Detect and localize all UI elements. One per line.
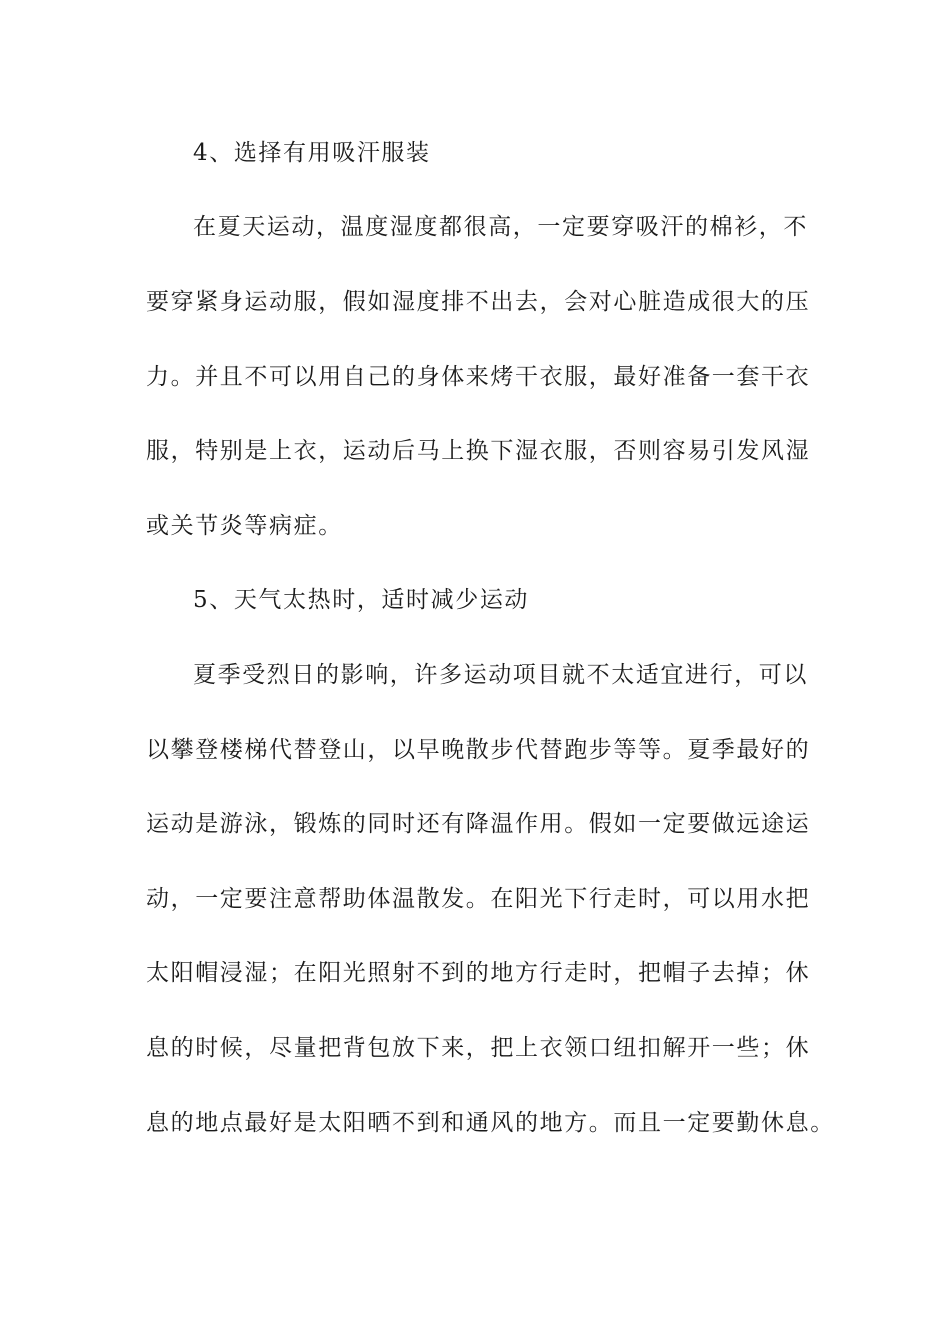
paragraph-line: 服，特别是上衣，运动后马上换下湿衣服，否则容易引发风湿 xyxy=(146,438,811,464)
paragraph-line: 要穿紧身运动服，假如湿度排不出去，会对心脏造成很大的压 xyxy=(146,289,811,315)
paragraph-line: 夏季受烈日的影响，许多运动项目就不太适宜进行，可以 xyxy=(193,662,808,688)
section-heading-5: 5、天气太热时，适时减少运动 xyxy=(193,587,530,613)
paragraph-line: 以攀登楼梯代替登山，以早晚散步代替跑步等等。夏季最好的 xyxy=(146,737,811,763)
paragraph-line: 息的时候，尽量把背包放下来，把上衣领口纽扣解开一些；休 xyxy=(146,1035,811,1061)
paragraph-line: 在夏天运动，温度湿度都很高，一定要穿吸汗的棉衫，不 xyxy=(193,214,808,240)
paragraph-line: 动，一定要注意帮助体温散发。在阳光下行走时，可以用水把 xyxy=(146,886,811,912)
paragraph-line: 力。并且不可以用自己的身体来烤干衣服，最好准备一套干衣 xyxy=(146,364,811,390)
section-heading-4: 4、选择有用吸汗服装 xyxy=(193,140,431,166)
paragraph-line: 或关节炎等病症。 xyxy=(146,513,343,539)
paragraph-line: 太阳帽浸湿；在阳光照射不到的地方行走时，把帽子去掉；休 xyxy=(146,960,811,986)
paragraph-line: 息的地点最好是太阳晒不到和通风的地方。而且一定要勤休息。 xyxy=(146,1110,835,1136)
paragraph-line: 运动是游泳，锻炼的同时还有降温作用。假如一定要做远途运 xyxy=(146,811,811,837)
